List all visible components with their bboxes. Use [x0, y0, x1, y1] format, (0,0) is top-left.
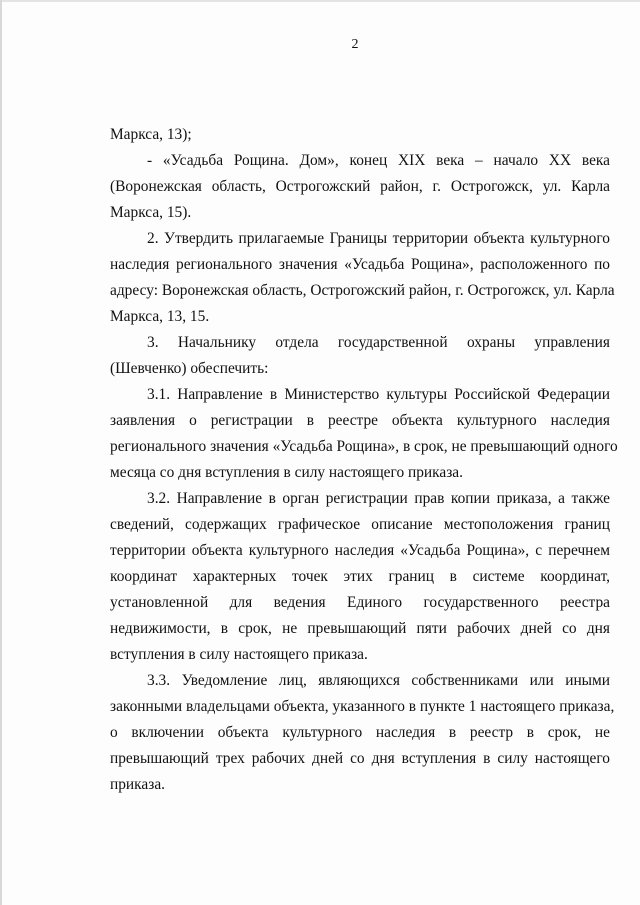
text-line: недвижимости, в срок, не превышающий пяти рабочих дней со дня [110, 620, 610, 637]
text-line: 3.3. Уведомление лиц, являющихся собственниками или иными [147, 672, 610, 689]
text-line: регионального значения «Усадьба Рощина», в срок, не превышающий одного [110, 438, 618, 455]
text-line: установленной для ведения Единого государственного реестра [110, 594, 610, 611]
text-line: адресу: Воронежская область, Острогожский район, г. Острогожск, ул. Карла [110, 282, 615, 299]
text-line: вступления в силу настоящего приказа. [110, 646, 368, 663]
text-line: заявления о регистрации в реестре объекта культурного наследия [110, 412, 610, 429]
text-line: приказа. [110, 776, 166, 793]
text-line: 3.1. Направление в Министерство культуры Российской Федерации [147, 386, 610, 403]
text-line: Маркса, 13, 15. [110, 308, 210, 325]
text-line: - «Усадьба Рощина. Дом», конец XIX века – начало XX века [147, 152, 610, 169]
text-line: Маркса, 15). [110, 204, 192, 221]
text-line: наследия регионального значения «Усадьба Рощина», расположенного по [110, 256, 610, 273]
text-line: (Воронежская область, Острогожский район, г. Острогожск, ул. Карла [110, 178, 610, 195]
text-line: (Шевченко) обеспечить: [110, 360, 269, 377]
text-line: 3. Начальнику отдела государственной охраны управления [147, 334, 610, 351]
text-line: превышающий трех рабочих дней со дня вступления в силу настоящего [110, 750, 610, 767]
text-line: 2. Утвердить прилагаемые Границы территории объекта культурного [147, 230, 610, 247]
text-line: сведений, содержащих графическое описание местоположения границ [110, 516, 610, 533]
text-line: законными владельцами объекта, указанного в пункте 1 настоящего приказа, [110, 698, 615, 715]
text-line: 3.2. Направление в орган регистрации прав копии приказа, а также [147, 490, 610, 507]
text-line: месяца со дня вступления в силу настоящего приказа. [110, 464, 463, 481]
text-line: территории объекта культурного наследия «Усадьба Рощина», с перечнем [110, 542, 610, 559]
page-number: 2 [351, 37, 359, 52]
text-line: о включении объекта культурного наследия в реестр в срок, не [110, 724, 610, 741]
text-line: Маркса, 13); [110, 126, 192, 143]
text-line: координат характерных точек этих границ в системе координат, [110, 568, 610, 585]
